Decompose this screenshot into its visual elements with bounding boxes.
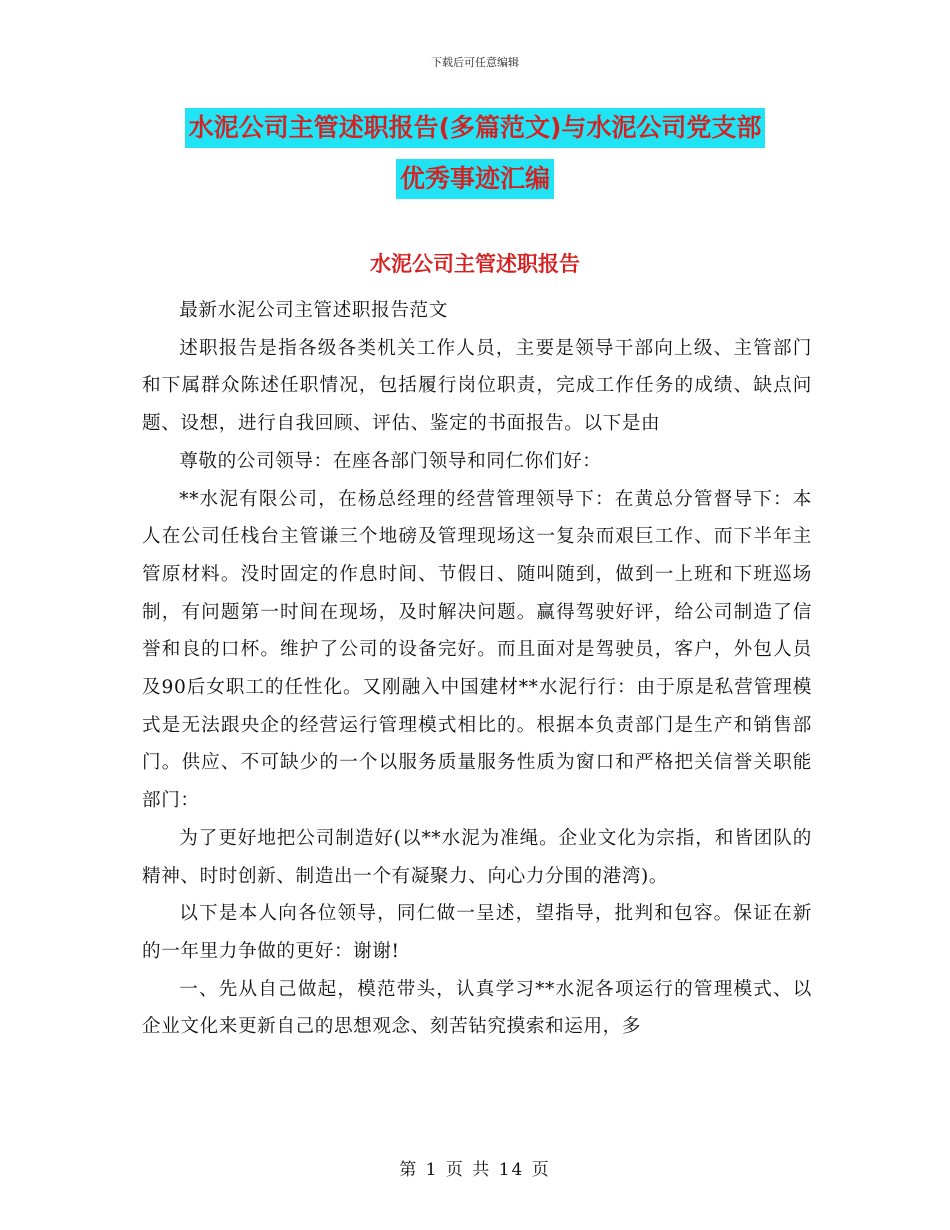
- title-line-2: 优秀事迹汇编: [396, 159, 554, 199]
- paragraph: 最新水泥公司主管述职报告范文: [179, 300, 448, 321]
- paragraph: 以下是本人向各位领导，同仁做一呈述，望指导，批判和包容。保证在新的一年里力争做的更好：谢谢!: [142, 903, 812, 962]
- paragraph: 尊敬的公司领导：在座各部门领导和同仁你们好：: [179, 450, 602, 472]
- page-number-footer: 第 1 页 共 14 页: [399, 1160, 551, 1180]
- paragraph: 为了更好地把公司制造好(以**水泥为准绳。企业文化为宗指，和皆团队的精神、时时创新、制造出一个有凝聚力、向心力分围的港湾)。: [142, 827, 812, 887]
- title-line-1: 水泥公司主管述职报告(多篇范文)与水泥公司党支部: [185, 108, 766, 148]
- document-body: [142, 292, 812, 1046]
- paragraph: **水泥有限公司，在杨总经理的经营管理领导下：在黄总分管督导下：本人在公司任栈台主管谦三个地磅及管理现场这一复杂而艰巨工作、而下半年主管原材料。没时固定的作息时间、节假日、随叫随到，做到一上班和下班巡场制，有问题第一时间在现场，及时解决问题。赢得驾驶好评，给公司制造了信誉和良的口杯。维护了公司的设备完好。而且面对是驾驶员，客户，外包人员及90后女职工的任性化。又刚融入中国建材**水泥行行：由于原是私营管理模式是无法跟央企的经营运行管理模式相比的。根据本负责部门是生产和销售部门。供应、不可缺少的一个以服务质量服务性质为窗口和严格把关信誉关职能部门：: [142, 488, 812, 812]
- document-title: [0, 108, 950, 199]
- header-note: 下载后可任意编辑: [431, 56, 519, 69]
- paragraph: 一、先从自己做起，模范带头，认真学习**水泥各项运行的管理模式、以企业文化来更新自己的思想观念、刻苦钻究摸索和运用，多: [142, 978, 812, 1038]
- paragraph: 述职报告是指各级各类机关工作人员，主要是领导干部向上级、主管部门和下属群众陈述任职情况，包括履行岗位职责，完成工作任务的成绩、缺点问题、设想，进行自我回顾、评估、鉴定的书面报告。以下是由: [142, 337, 812, 435]
- section-heading: 水泥公司主管述职报告: [370, 252, 580, 276]
